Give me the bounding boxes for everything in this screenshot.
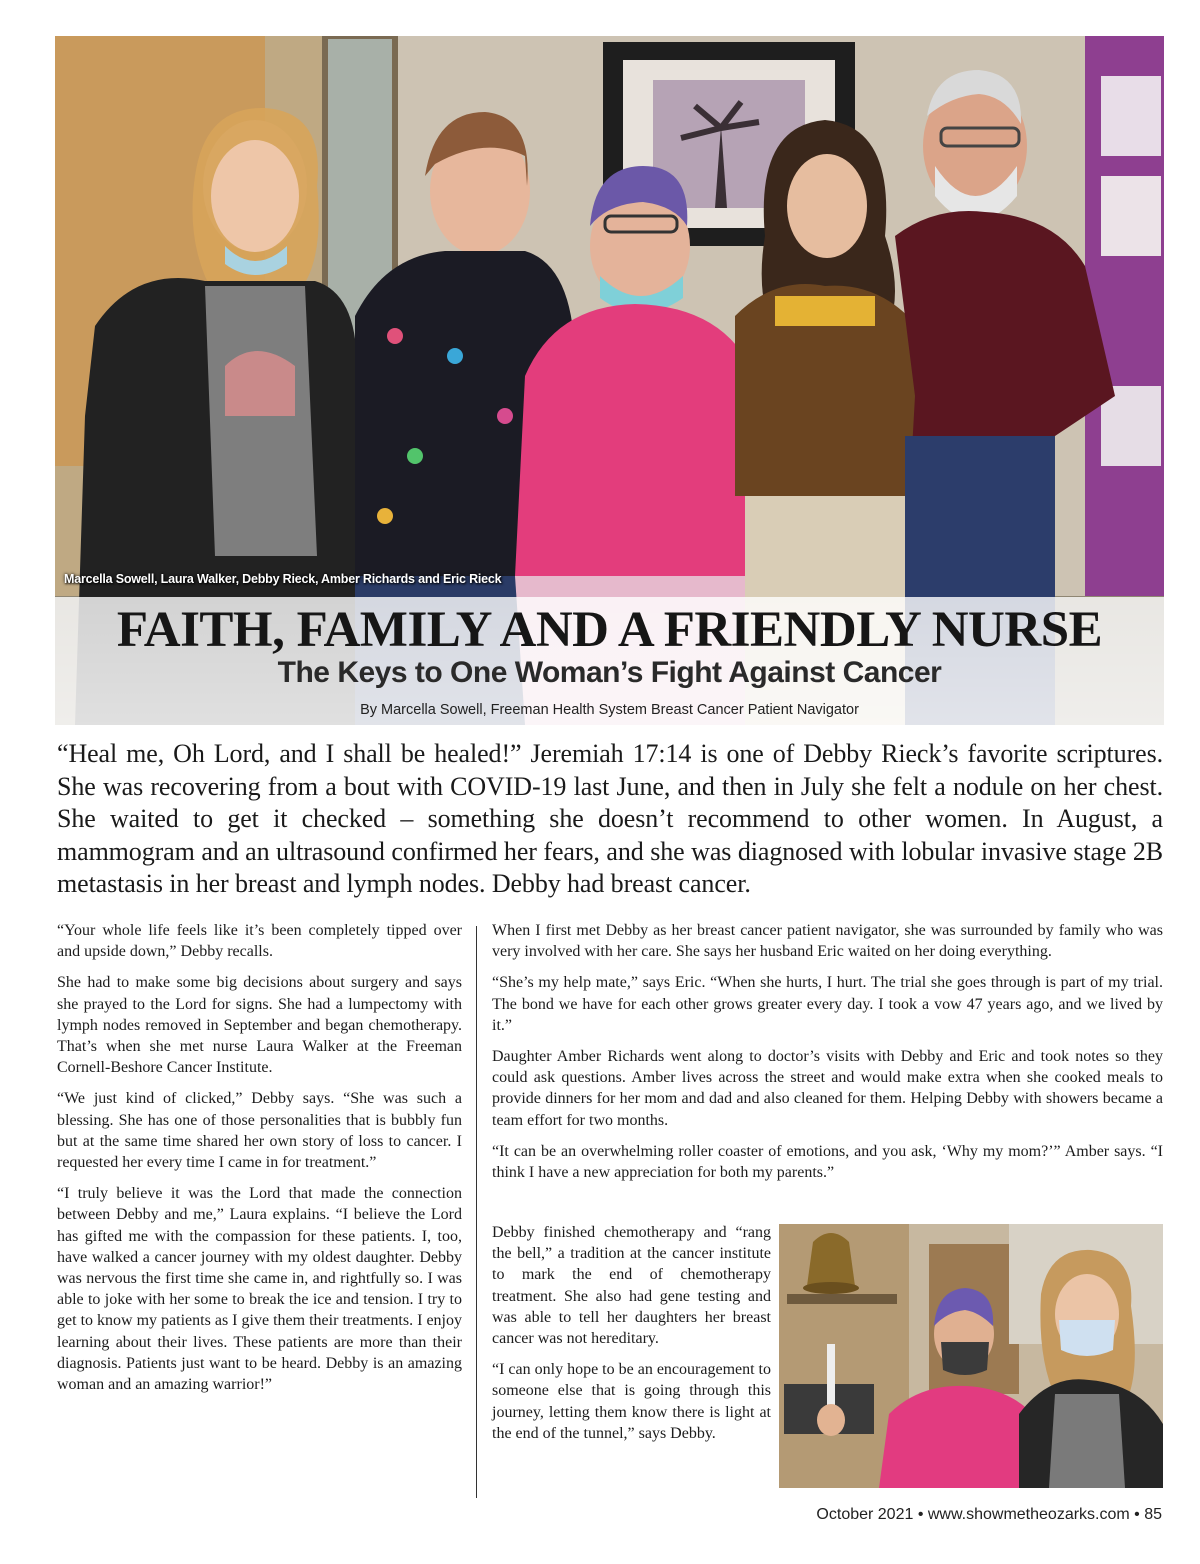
bell-photo-illustration [779, 1224, 1163, 1488]
right-column-bottom [492, 1222, 771, 1454]
photo-caption: Marcella Sowell, Laura Walker, Debby Rieck, Amber Richards and Eric Rieck [64, 572, 502, 586]
article-headline: FAITH, FAMILY AND A FRIENDLY NURSE [116, 602, 1103, 658]
body-paragraph: She had to make some big decisions about surgery and says she prayed to the Lord for signs. She had a lumpectomy with lymph nodes removed in September and began chemotherapy. That’s when she met nurse Laura Walker at the Freeman Cornell-Beshore Cancer Institute. [57, 974, 462, 1077]
body-paragraph: “I truly believe it was the Lord that made the connection between Debby and me,” Laura explains. “I believe the Lord has gifted me with the compassion for these patients. I, too, have walked a cancer journey with my oldest daughter. Debby was nervous the first time she came in, and rightfully so. I was able to joke with her some to break the ice and tension. I try to get to know my patients as I give them their treatments. I enjoy learning about their lives. These patients are more than their diagnosis. Patients just want to be heard. Debby is an amazing woman and an amazing warrior!” [57, 1185, 462, 1394]
left-column [57, 920, 462, 1405]
column-divider [476, 926, 477, 1498]
body-paragraph: Daughter Amber Richards went along to doctor’s visits with Debby and Eric and took notes so they could ask questions. Amber lives across the street and would make extra when she cooked meals to provide dinners for her mom and dad and also cleaned for them. Helping Debby with showers became a team effort for two months. [492, 1048, 1163, 1129]
body-paragraph: When I first met Debby as her breast cancer patient navigator, she was surrounded by family who was very involved with her care. She says her husband Eric waited on her doing everything. [492, 922, 1163, 961]
article-subheadline: The Keys to One Woman’s Fight Against Cancer [277, 656, 942, 689]
body-paragraph: “I can only hope to be an encouragement to someone else that is going through this journey, letting them know there is light at the end of the tunnel,” says Debby. [492, 1361, 771, 1442]
body-paragraph: “We just kind of clicked,” Debby says. “She was such a blessing. She has one of those personalities that is bubbly fun but at the same time shared her own story of loss to cancer. I requested her every time I came in for treatment.” [57, 1090, 462, 1172]
article-byline: By Marcella Sowell, Freeman Health System Breast Cancer Patient Navigator [360, 702, 859, 718]
right-column-top [492, 920, 1163, 1193]
bell-ringing-photo [779, 1224, 1163, 1488]
body-paragraph: “It can be an overwhelming roller coaster of emotions, and you ask, ‘Why my mom?’” Amber says. “I think I have a new appreciation for both my parents.” [492, 1142, 1163, 1182]
body-paragraph: “She’s my help mate,” says Eric. “When she hurts, I hurt. The trial she goes through is part of my trial. The bond we have for each other grows greater every day. I took a vow 47 years ago, and we lived by it.” [492, 974, 1163, 1034]
hero-photo [55, 36, 1164, 725]
lead-paragraph: “Heal me, Oh Lord, and I shall be healed!” Jeremiah 17:14 is one of Debby Rieck’s favorite scriptures. She was recovering from a bout with COVID-19 last June, and then in July she felt a nodule on her chest. She waited to get it checked – something she doesn’t recommend to other women. In August, a mammogram and an ultrasound confirmed her fears, and she was diagnosed with lobular invasive stage 2B metastasis in her breast and lymph nodes. Debby had breast cancer. [57, 739, 1163, 899]
body-paragraph: “Your whole life feels like it’s been completely tipped over and upside down,” Debby recalls. [57, 922, 462, 961]
body-paragraph: Debby finished chemotherapy and “rang the bell,” a tradition at the cancer institute to mark the end of chemotherapy treatment. She also had gene testing and was able to tell her daughters her breast cancer was not hereditary. [492, 1224, 771, 1348]
page-footer: October 2021 • www.showmetheozarks.com • 85 [816, 1506, 1162, 1523]
